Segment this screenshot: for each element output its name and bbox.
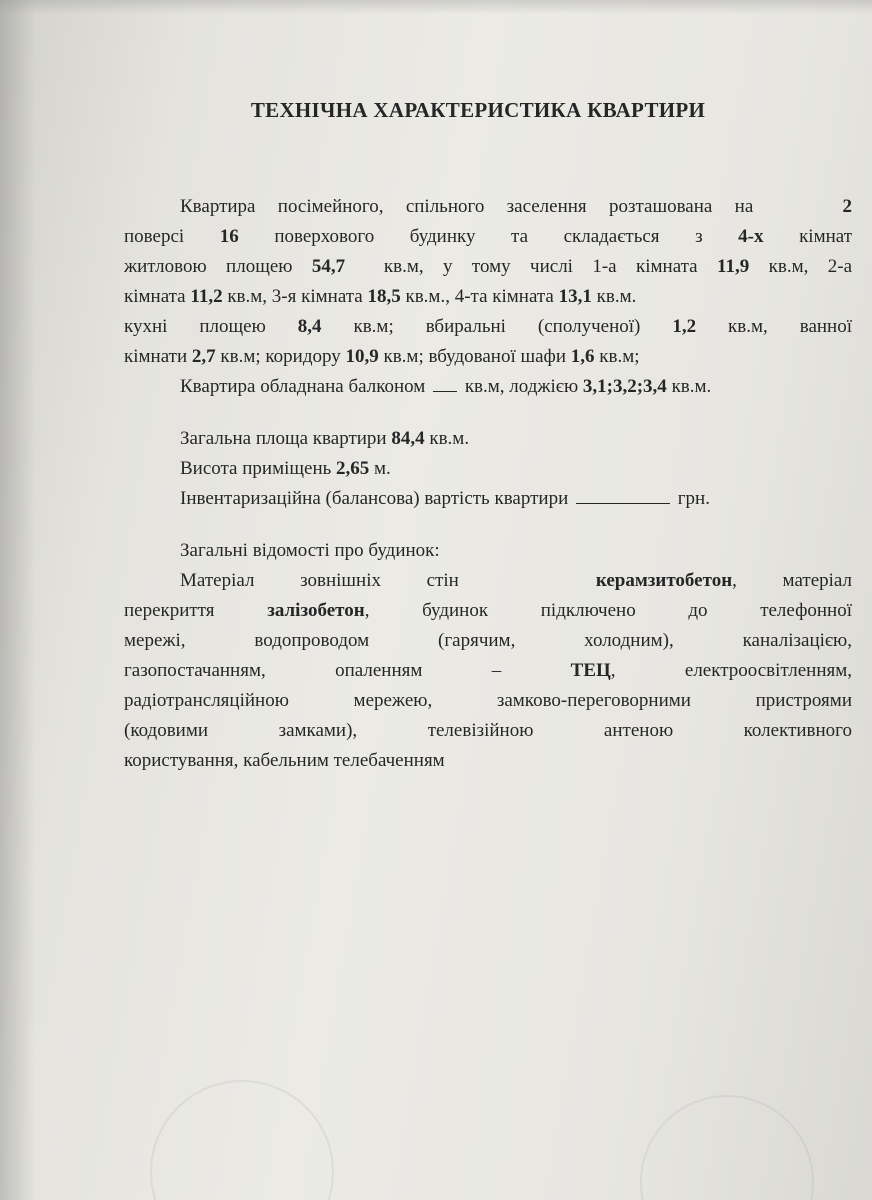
text-fragment: , електроосвітленням, (610, 660, 852, 681)
text-fragment: кімнати (124, 346, 188, 367)
text-fragment: Квартира обладнана балконом (180, 376, 426, 397)
page-shadow-left (0, 0, 36, 1200)
floor-number: 2 (842, 196, 852, 217)
room4-area: 13,1 (558, 286, 592, 307)
text-fragment: Загальна площа квартири (180, 428, 387, 449)
floor-material: залізобетон (267, 600, 365, 621)
text-fragment: Матеріал зовнішніх стін (180, 570, 459, 591)
section-heading: Загальні відомості про будинок: (180, 540, 440, 561)
text-line (124, 192, 852, 222)
page-shadow-top (0, 0, 872, 14)
text-fragment: Інвентаризаційна (балансова) вартість квартири (180, 488, 569, 509)
text-fragment: кв.м, лоджією (464, 376, 579, 397)
height-line (124, 454, 852, 484)
text-fragment: кв.м; (599, 346, 640, 367)
room3-area: 18,5 (367, 286, 401, 307)
bathroom-area: 2,7 (191, 346, 216, 367)
text-line: (кодовими замками), телевізійною антеною колективного (124, 720, 852, 741)
building-info (124, 536, 852, 776)
text-fragment: кімната (124, 286, 186, 307)
text-fragment: кв.м, 2-а (768, 256, 852, 277)
text-line (124, 372, 852, 402)
text-fragment: поверсі (124, 226, 185, 247)
text-line: мережі, водопроводом (гарячим, холодним), каналізацією, (124, 630, 852, 651)
text-fragment: кв.м; вбудованої шафи (383, 346, 567, 367)
text-fragment: Висота приміщень (180, 458, 332, 479)
wardrobe-area: 1,6 (570, 346, 595, 367)
text-fragment: поверхового будинку та складається з (274, 226, 703, 247)
text-line (124, 566, 852, 596)
cost-blank (576, 487, 670, 504)
text-fragment: кв.м. (671, 376, 712, 397)
text-line (124, 342, 852, 372)
text-fragment: кв.м, у тому числі 1-а кімната (383, 256, 698, 277)
text-fragment: м. (374, 458, 391, 479)
loggia-areas: 3,1;3,2;3,4 (582, 376, 667, 397)
text-fragment: грн. (677, 488, 710, 509)
text-fragment: кв.м. (429, 428, 470, 449)
apartment-description (124, 192, 852, 402)
area-summary (124, 424, 852, 514)
faded-stamp-left (150, 1080, 334, 1200)
building-floors: 16 (219, 226, 239, 247)
total-area-line (124, 424, 852, 454)
room-count: 4-х (738, 226, 764, 247)
text-fragment: кухні площею (124, 316, 266, 337)
text-line (124, 222, 852, 252)
text-line: радіотрансляційною мережею, замково-переговорними пристроями (124, 690, 852, 711)
height-value: 2,65 (336, 458, 370, 479)
room2-area: 11,2 (190, 286, 223, 307)
toilet-area: 1,2 (672, 316, 697, 337)
faded-stamp-right (640, 1095, 814, 1200)
kitchen-area: 8,4 (297, 316, 322, 337)
text-fragment: кв.м., 4-та кімната (405, 286, 554, 307)
text-fragment: житловою площею (124, 256, 293, 277)
text-line (124, 656, 852, 686)
text-line (124, 312, 852, 342)
text-fragment: газопостачанням, опаленням – (124, 660, 502, 681)
living-area: 54,7 (311, 256, 346, 277)
corridor-area: 10,9 (345, 346, 379, 367)
text-line (124, 596, 852, 626)
room1-area: 11,9 (717, 256, 750, 277)
text-fragment: кімнат (799, 226, 852, 247)
text-fragment: кв.м; коридору (220, 346, 341, 367)
cost-line (124, 484, 852, 514)
text-fragment: кв.м, 3-я кімната (227, 286, 363, 307)
wall-material: керамзитобетон (595, 570, 733, 591)
text-fragment: кв.м, ванної (728, 316, 852, 337)
text-line (124, 282, 852, 312)
text-fragment: , матеріал (732, 570, 852, 591)
text-fragment: Квартира посімейного, спільного заселення розташована на (180, 196, 754, 217)
total-area-value: 84,4 (391, 428, 425, 449)
text-fragment: , будинок підключено до телефонної (364, 600, 852, 621)
heating-source: ТЕЦ (570, 660, 611, 681)
document-title: ТЕХНІЧНА ХАРАКТЕРИСТИКА КВАРТИРИ (250, 98, 706, 122)
text-fragment: кв.м. (596, 286, 637, 307)
text-line: користування, кабельним телебаченням (124, 750, 445, 771)
text-line (124, 252, 852, 282)
text-fragment: перекриття (124, 600, 215, 621)
balcony-area-blank (433, 375, 457, 392)
text-fragment: кв.м; вбиральні (сполученої) (353, 316, 641, 337)
